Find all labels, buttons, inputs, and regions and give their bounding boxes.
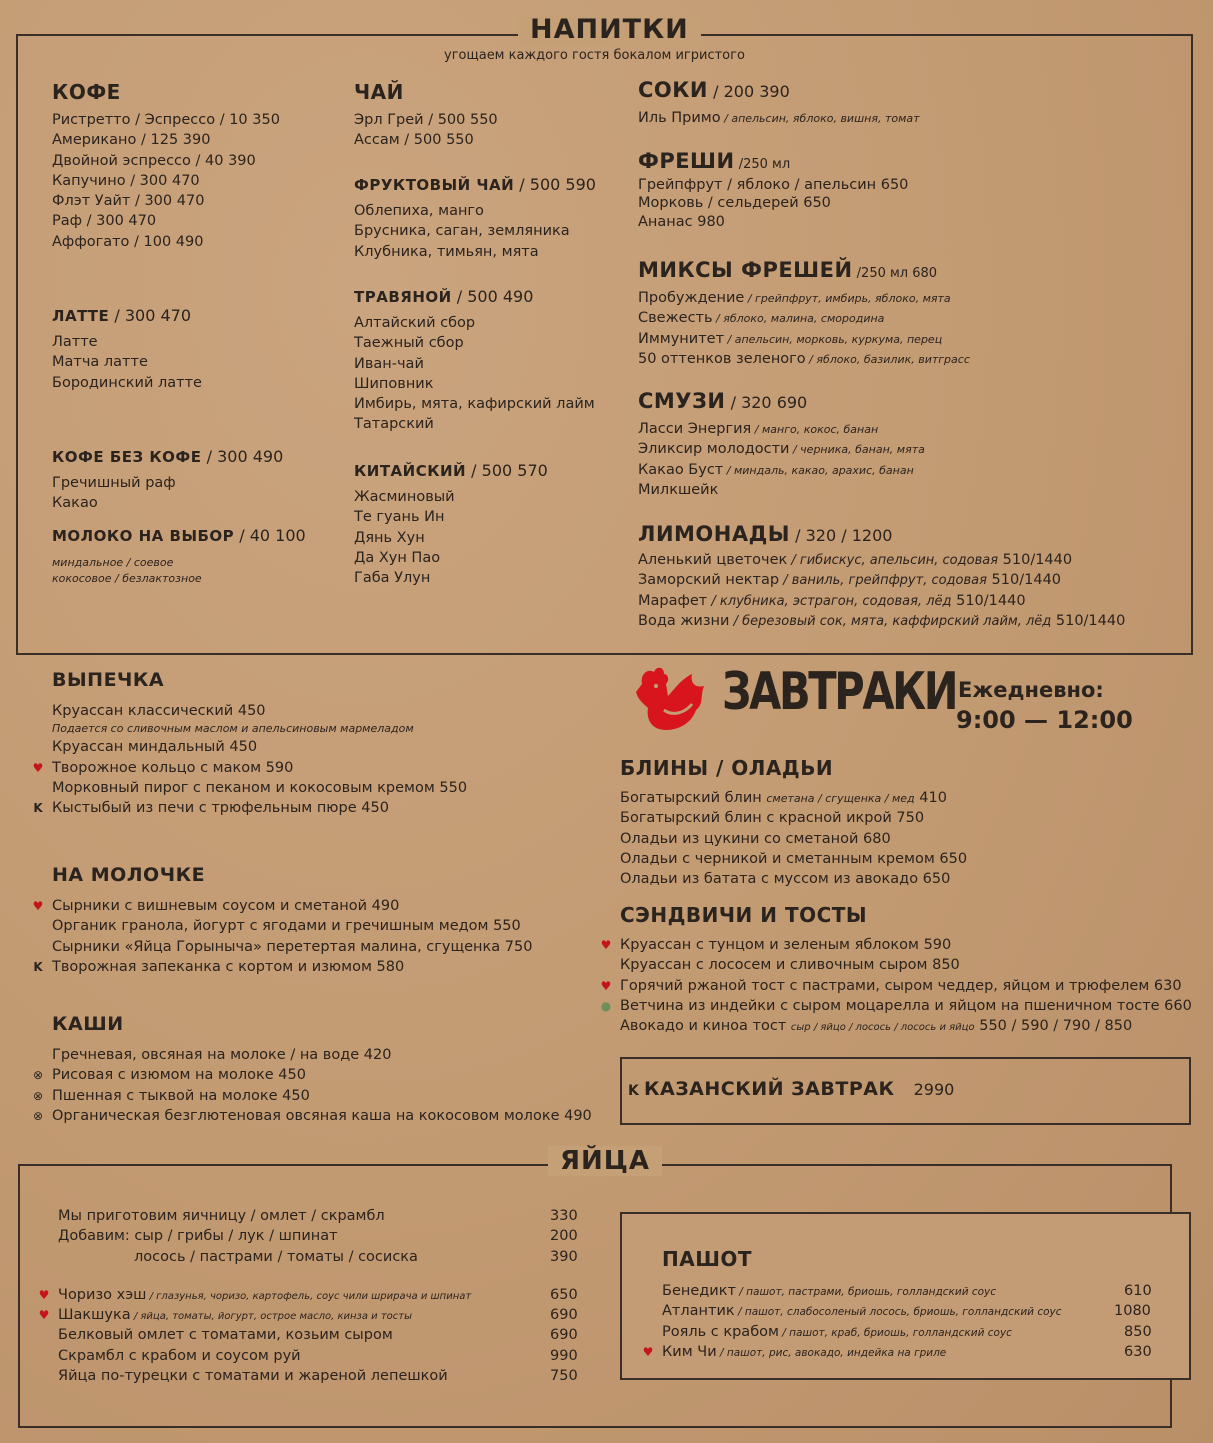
- item-desc: / пашот, рис, авокадо, индейка на грилe: [716, 1346, 947, 1359]
- chinese-size: / 500 570: [466, 461, 548, 480]
- list-item: Шиповник: [354, 375, 434, 392]
- list-item: [38, 1285, 588, 1305]
- item-desc: / грейпфрут, имбирь, яблоко, мята: [744, 292, 951, 305]
- item-text: Творожная запеканка с кортом и изюмом 580: [52, 958, 405, 975]
- list-item: [58, 1226, 588, 1246]
- fruit-tea-heading: [354, 175, 596, 194]
- milk-line-2: кокосовое / безлактозное: [52, 572, 202, 585]
- nocoffee-title: КОФЕ БЕЗ КОФЕ: [52, 448, 202, 466]
- list-item: Сырники «Яйца Горыныча» перетертая малина, сгущенка 750: [52, 938, 533, 955]
- list-item: [638, 570, 1125, 590]
- item-desc: / яйца, томаты, йогурт, острое масло, кинза и тосты: [130, 1311, 413, 1323]
- list-item: Капучино / 300 470: [52, 172, 200, 189]
- item-text: Рисовая с изюмом на молоке 450: [52, 1067, 306, 1084]
- item-price: 510/1440: [1051, 612, 1126, 629]
- nocoffee-list: [52, 473, 176, 514]
- list-item: Иван-чай: [354, 355, 424, 372]
- item-desc: / пашот, пастрами, бриошь, голландский соус: [735, 1286, 997, 1298]
- list-item: [600, 976, 1192, 996]
- list-item: [32, 1065, 592, 1085]
- herbal-list: [354, 313, 595, 435]
- list-item: Флэт Уайт / 300 470: [52, 193, 205, 210]
- latte-size: / 300 470: [109, 306, 192, 325]
- list-item: Латте: [52, 334, 98, 350]
- list-item: Таежный сбор: [354, 335, 464, 352]
- item-price: 990: [550, 1347, 578, 1364]
- list-item: Круассан с лососем и сливочным сыром 850: [620, 957, 960, 974]
- hot-chili-icon: ♥: [600, 978, 612, 993]
- list-item: [38, 1305, 588, 1325]
- chinese-list: [354, 487, 455, 588]
- hot-chili-icon: ♥: [32, 760, 44, 775]
- item-name: Шакшука: [58, 1307, 131, 1324]
- item-price: 650: [550, 1286, 578, 1303]
- list-item: [662, 1301, 1152, 1321]
- item-text: Органическая безглютеновая овсяная каша на кокосовом молоке 490: [52, 1107, 592, 1124]
- kazan-k-icon: K: [33, 959, 43, 974]
- list-item: Оладьи с черникой и сметанным кремом 650: [620, 850, 968, 867]
- list-item: [662, 1322, 1152, 1342]
- item-desc: / ваниль, грейпфрут, содовая: [779, 573, 987, 589]
- coffee-title: КОФЕ: [52, 80, 121, 104]
- breakfast-hours: 9:00 — 12:00: [956, 706, 1133, 734]
- item-name: Скрамбл с крабом и соусом руй: [58, 1347, 301, 1364]
- no-gluten-icon: ⊗: [32, 1068, 44, 1083]
- item-name: Милкшейк: [638, 481, 719, 498]
- list-item: Облепиха, манго: [354, 203, 484, 219]
- no-gluten-icon: ⊗: [32, 1108, 44, 1123]
- item-text: Горячий ржаной тост с пастрами, сыром чеддер, яйцом и трюфелем 630: [620, 977, 1182, 994]
- milk-line-1: миндальное / соевое: [52, 556, 174, 569]
- list-item: [58, 1206, 588, 1226]
- item-price: 510/1440: [986, 572, 1062, 589]
- list-item: [638, 288, 970, 308]
- list-item: [32, 1086, 592, 1106]
- item-name: Добавим: сыр / грибы / лук / шпинат: [58, 1228, 338, 1245]
- coffee-list: [52, 110, 280, 252]
- porridge-title: КАШИ: [52, 1013, 124, 1035]
- list-item: Оладьи из цукини со сметаной 680: [620, 830, 891, 847]
- list-item: Алтайский сбор: [354, 315, 476, 331]
- item-name: Мы приготовим яичницу / омлет / скрамбл: [58, 1208, 385, 1224]
- list-item: [620, 1016, 1192, 1036]
- fresh-size: /250 мл: [734, 157, 791, 172]
- list-item: [638, 480, 925, 500]
- item-desc: / яблоко, базилик, витграсс: [805, 352, 970, 366]
- list-item: [638, 308, 970, 328]
- list-item: [620, 788, 967, 808]
- item-text: Сырники с вишневым соусом и сметаной 490: [52, 898, 400, 914]
- list-item: Имбирь, мята, кафирский лайм: [354, 396, 595, 413]
- item-name: Иммунитет: [638, 330, 725, 347]
- item-name: 50 оттенков зеленого: [638, 350, 806, 367]
- juices-item: [638, 108, 920, 129]
- lemonades-title: ЛИМОНАДЫ: [638, 522, 791, 546]
- list-item: Матча латте: [52, 354, 148, 371]
- item-price: 200: [550, 1228, 578, 1245]
- item-name: Какао Буст: [638, 461, 724, 478]
- breakfast-title: ЗАВТРАКИ: [722, 662, 957, 722]
- poached-title: ПАШОТ: [662, 1247, 753, 1271]
- hot-chili-icon: ♥: [38, 1308, 50, 1323]
- list-item: Жасминовый: [354, 489, 455, 505]
- mixes-size: /250 мл 680: [852, 266, 938, 281]
- list-item: [58, 1346, 588, 1366]
- hot-chili-icon: ♥: [32, 899, 44, 913]
- list-item: Морковь / сельдерей 650: [638, 195, 831, 212]
- smoothie-heading: [638, 389, 807, 413]
- list-item: [638, 611, 1125, 631]
- smoothie-size: / 320 690: [725, 393, 808, 412]
- list-item: Ассам / 500 550: [354, 132, 474, 149]
- item-desc: / яблоко, малина, смородина: [712, 312, 885, 326]
- item-text: Кыстыбый из печи с трюфельным пюре 450: [52, 800, 389, 817]
- item-note: Подается со сливочным маслом и апельсиновым мармеладом: [52, 722, 414, 736]
- latte-title: ЛАТТЕ: [52, 307, 110, 325]
- pancakes-list: [620, 788, 967, 889]
- kazan-title: КАЗАНСКИЙ ЗАВТРАК: [643, 1078, 895, 1100]
- pancakes-title: БЛИНЫ / ОЛАДЬИ: [620, 756, 834, 780]
- item-name: Ким Чи: [662, 1343, 717, 1360]
- list-item: Дянь Хун: [354, 529, 425, 546]
- item-name: лосось / пастрами / томаты / сосиска: [134, 1248, 418, 1265]
- item-price: 410: [914, 790, 947, 806]
- item-price: 510/1440: [998, 552, 1073, 568]
- item-desc: / березовый сок, мята, каффирский лайм, лёд: [729, 613, 1052, 629]
- item-name: Белковый омлет с томатами, козьим сыром: [58, 1327, 393, 1344]
- drinks-title: НАПИТКИ: [518, 14, 701, 45]
- item-desc: / пашот, слабосоленый лосось, бриошь, голландский соус: [734, 1306, 1062, 1319]
- pastry-list: [32, 701, 468, 818]
- fruit-tea-size: / 500 590: [514, 175, 596, 194]
- leaf-icon: ●: [600, 998, 612, 1013]
- list-item: Американо / 125 390: [52, 132, 211, 149]
- list-item: [638, 550, 1125, 570]
- item-desc: / клубника, эстрагон, содовая, лёд: [707, 593, 952, 609]
- list-item: Богатырский блин с красной икрой 750: [620, 810, 925, 827]
- juices-size: / 200 390: [708, 82, 790, 101]
- item-desc: / апельсин, морковь, куркума, перец: [724, 332, 943, 346]
- kazan-k-icon: K: [628, 1083, 639, 1099]
- item-text: Ветчина из индейки с сыром моцарелла и яйцом на пшеничном тосте 660: [620, 997, 1192, 1014]
- lemonades-list: [638, 550, 1125, 631]
- item-name: Атлантик: [662, 1303, 735, 1320]
- list-item: [638, 349, 970, 369]
- list-item: [33, 798, 467, 818]
- list-item: [33, 957, 532, 977]
- juices-heading: [638, 78, 790, 102]
- list-item: Раф / 300 470: [52, 213, 157, 230]
- item-name: Вода жизни: [638, 612, 730, 629]
- list-item: Гречишный раф: [52, 475, 176, 491]
- item-name: Рояль с крабом: [662, 1323, 779, 1340]
- item-desc: сыр / яйцо / лосось / лосось и яйцо: [790, 1022, 975, 1034]
- list-item: [600, 996, 1192, 1016]
- item-price: 690: [550, 1327, 578, 1344]
- hot-chili-icon: ♥: [600, 938, 612, 952]
- list-item: Морковный пирог с пеканом и кокосовым кремом 550: [52, 779, 468, 796]
- spacer: [58, 1267, 588, 1285]
- item-desc: / миндаль, какао, арахис, банан: [723, 463, 914, 477]
- milk-dishes-list: [32, 896, 533, 977]
- fresh-title: ФРЕШИ: [638, 149, 735, 173]
- juices-title: СОКИ: [638, 78, 709, 102]
- list-item: Органик гранола, йогурт с ягодами и гречишным медом 550: [52, 918, 521, 935]
- nocoffee-heading: [52, 447, 283, 466]
- list-item: [32, 1106, 592, 1126]
- eggs-list: [38, 1206, 588, 1386]
- list-item: Какао: [52, 495, 98, 512]
- kazan-k-icon: K: [33, 801, 43, 816]
- no-gluten-icon: ⊗: [32, 1088, 44, 1103]
- item-price: 630: [1124, 1343, 1152, 1360]
- list-item: Гречневая, овсяная на молоке / на воде 420: [52, 1047, 392, 1063]
- list-item: Татарский: [354, 416, 434, 433]
- chinese-title: КИТАЙСКИЙ: [354, 462, 467, 480]
- item-name: Пробуждение: [638, 290, 745, 306]
- item-name: Яйца по-турецки с томатами и жареной лепешкой: [58, 1368, 448, 1385]
- item-price: 610: [1124, 1283, 1152, 1299]
- list-item: [642, 1342, 1152, 1362]
- list-item: Те гуань Ин: [354, 509, 445, 526]
- item-price: 690: [550, 1307, 578, 1324]
- smoothie-title: СМУЗИ: [638, 389, 726, 413]
- item-desc: / глазунья, чоризо, картофель, соус чили шрирача и шпинат: [146, 1290, 472, 1302]
- herbal-title: ТРАВЯНОЙ: [354, 288, 452, 306]
- eggs-title: ЯЙЦА: [548, 1146, 662, 1176]
- sandwiches-title: СЭНДВИЧИ И ТОСТЫ: [620, 903, 868, 927]
- item-text: Круассан с тунцом и зеленым яблоком 590: [620, 937, 952, 953]
- list-item: Двойной эспрессо / 40 390: [52, 152, 256, 169]
- list-item: Круассан миндальный 450: [52, 739, 258, 756]
- item-price: 550 / 590 / 790 / 850: [974, 1018, 1133, 1035]
- chinese-heading: [354, 461, 548, 480]
- list-item: Эрл Грей / 500 550: [354, 112, 498, 128]
- mixes-list: [638, 288, 970, 369]
- porridge-list: [32, 1045, 592, 1126]
- latte-list: [52, 332, 202, 393]
- list-item: [600, 935, 1192, 955]
- herbal-heading: [354, 287, 533, 306]
- milk-size: / 40 100: [234, 526, 306, 545]
- item-desc: / манго, кокос, банан: [751, 423, 879, 436]
- list-item: [638, 591, 1125, 611]
- latte-heading: [52, 306, 191, 325]
- pastry-title: ВЫПЕЧКА: [52, 669, 165, 691]
- item-name: Бенедикт: [662, 1283, 736, 1299]
- item-text: Творожное кольцо с маком 590: [52, 759, 294, 776]
- item-price: 1080: [1114, 1303, 1151, 1320]
- item-price: 390: [550, 1248, 578, 1265]
- fresh-list: [638, 175, 908, 232]
- tea-title: ЧАЙ: [354, 80, 404, 104]
- item-name: Заморский нектар: [638, 572, 780, 589]
- item-desc: / черника, банан, мята: [789, 443, 925, 457]
- fresh-heading: [638, 149, 790, 173]
- fruit-tea-title: ФРУКТОВЫЙ ЧАЙ: [354, 176, 515, 194]
- list-item: Грейпфрут / яблоко / апельсин 650: [638, 177, 909, 193]
- smoothie-list: [638, 419, 925, 500]
- item-price: 330: [550, 1208, 578, 1224]
- kazan-breakfast: [628, 1078, 954, 1100]
- hot-chili-icon: ♥: [642, 1344, 654, 1359]
- item-name: Авокадо и киноа тост: [620, 1018, 791, 1035]
- list-item: Бородинский латте: [52, 374, 202, 391]
- milk-heading: [52, 526, 306, 545]
- lemonades-heading: [638, 522, 892, 546]
- hot-chili-icon: ♥: [38, 1287, 50, 1302]
- item-name: Богатырский блин: [620, 790, 767, 806]
- list-item: Ристретто / Эспрессо / 10 350: [52, 112, 280, 128]
- milk-dishes-title: НА МОЛОЧКЕ: [52, 864, 206, 886]
- list-item: Габа Улун: [354, 570, 431, 587]
- mixes-heading: [638, 258, 937, 282]
- item-name: Чоризо хэш: [58, 1286, 147, 1303]
- item-name: Эликсир молодости: [638, 441, 790, 458]
- item-name: Аленький цветочек: [638, 552, 788, 568]
- list-item: Да Хун Пао: [354, 549, 441, 566]
- drinks-subtitle: угощаем каждого гостя бокалом игристого: [444, 48, 745, 63]
- rooster-logo: [634, 664, 708, 732]
- item-desc: сметана / сгущенка / мед: [766, 792, 915, 805]
- list-item: [662, 1281, 1152, 1301]
- list-item: Брусника, саган, земляника: [354, 223, 570, 240]
- list-item: [638, 419, 925, 439]
- list-item: [58, 1366, 588, 1386]
- item-name: Свежесть: [638, 310, 713, 327]
- list-item: [32, 758, 467, 778]
- item-price: 510/1440: [951, 592, 1026, 609]
- list-item: Клубника, тимьян, мята: [354, 243, 539, 260]
- poached-list: [642, 1281, 1152, 1362]
- item-price: 750: [550, 1368, 578, 1385]
- list-item: Ананас 980: [638, 213, 725, 230]
- sandwiches-list: [600, 935, 1192, 1036]
- lemonades-size: / 320 / 1200: [790, 526, 893, 545]
- list-item: Круассан классический 450: [52, 703, 266, 719]
- item-text: Пшенная с тыквой на молоке 450: [52, 1087, 310, 1104]
- list-item: [638, 329, 970, 349]
- list-item: [32, 896, 532, 916]
- item-desc: / гибискус, апельсин, содовая: [787, 553, 999, 568]
- item-price: 850: [1124, 1323, 1152, 1340]
- list-item: Аффогато / 100 490: [52, 233, 204, 250]
- nocoffee-size: / 300 490: [201, 447, 284, 466]
- kazan-price: 2990: [913, 1080, 955, 1099]
- tea-list: [354, 110, 498, 151]
- item-name: Ласси Энергия: [638, 421, 752, 437]
- herbal-size: / 500 490: [451, 287, 534, 306]
- breakfast-daily: Ежедневно:: [958, 678, 1104, 702]
- list-item: [58, 1325, 588, 1345]
- fruit-tea-list: [354, 201, 570, 262]
- list-item: [58, 1247, 588, 1267]
- list-item: [638, 460, 925, 480]
- juice-desc: / апельсин, яблоко, вишня, томат: [720, 112, 920, 125]
- list-item: Оладьи из батата с муссом из авокадо 650: [620, 871, 951, 888]
- milk-title: МОЛОКО НА ВЫБОР: [52, 527, 235, 545]
- juice-name: Иль Примо: [638, 110, 721, 126]
- mixes-title: МИКСЫ ФРЕШЕЙ: [638, 258, 853, 282]
- item-name: Марафет: [638, 592, 708, 609]
- list-item: [638, 439, 925, 459]
- item-desc: / пашот, краб, бриошь, голландский соус: [778, 1326, 1012, 1339]
